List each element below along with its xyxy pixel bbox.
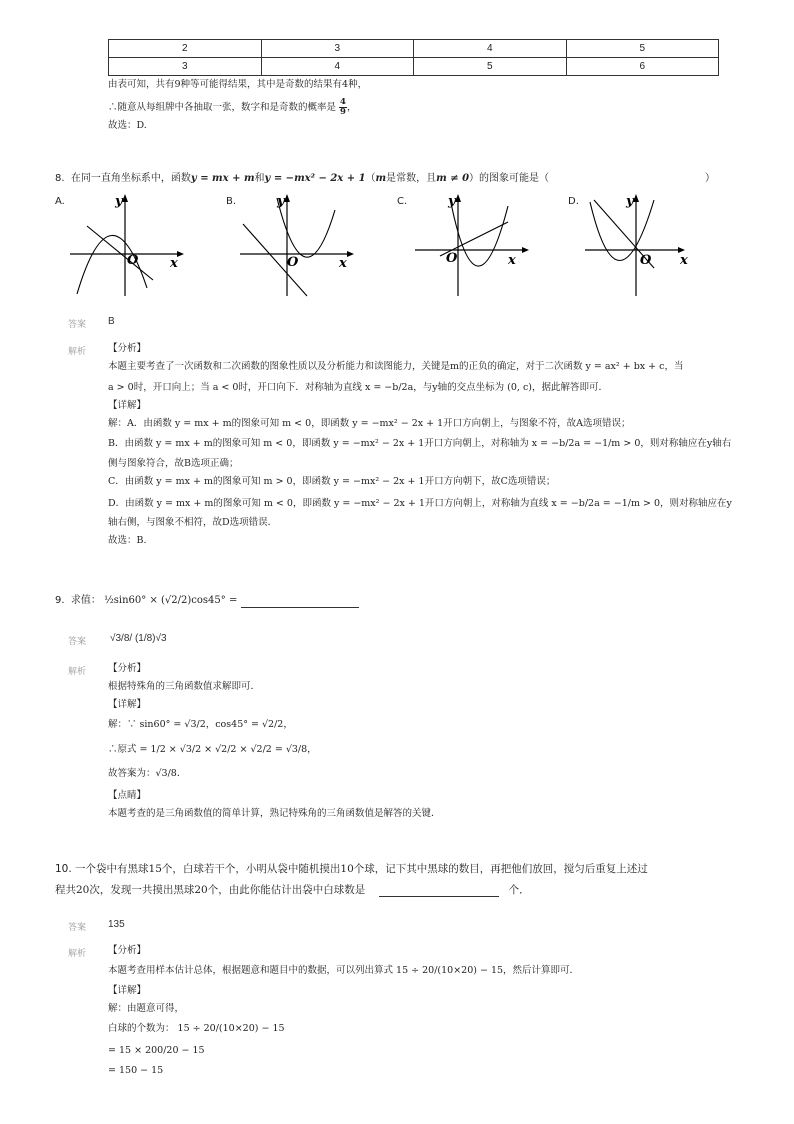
q10-stem-1: 一个袋中有黑球15个，白球若干个，小明从袋中随机摸出10个球，记下其中黑球的数目，再把他们放回，搅匀后重复上述过 [75,863,648,875]
q10-detail-line-1: 解：由题意可得， [108,1003,185,1014]
x-label: x [170,256,178,271]
x-label: x [339,256,347,271]
q9-answer-blank[interactable] [241,607,359,608]
question-number: 8. [55,173,65,184]
y-label: y [115,194,123,209]
option-c-label: C. [397,196,408,207]
q9-comment-line: 本题考查的是三角函数值的简单计算，熟记特殊角的三角函数值是解答的关键． [108,808,441,819]
analysis-label: 解析 [68,667,87,677]
q8-m-neq: m ≠ 0 [436,173,470,184]
q8-function-2: y = −mx² − 2x + 1 [264,173,366,184]
option-c-graph[interactable] [410,190,540,302]
q7-conclusion-line: 由表可知，共有9种等可能得结果，其中是奇数的结果有4种， [108,79,368,90]
q7-prob-text: ∴随意从每组牌中各抽取一张，数字和是奇数的概率是 [108,102,337,113]
tag-analysis: 【分析】 [108,663,147,674]
x-axis-arrow-icon [177,251,184,257]
answer-label: 答案 [68,923,87,933]
q8-close-paren: ） [705,173,715,184]
q9-stem [55,594,359,608]
q8-paren: （ [365,173,376,184]
tag-analysis: 【分析】 [108,945,147,956]
option-d-graph[interactable] [580,190,710,302]
option-b-label: B. [226,196,237,207]
q8-answer: B [108,316,115,327]
table-cell: 4 [261,58,414,76]
q7-choice-line: 故选：D. [108,120,147,131]
y-axis-arrow-icon [633,194,639,202]
y-label: y [626,194,634,209]
q10-answer-blank[interactable] [379,896,499,897]
y-axis-arrow-icon [122,194,128,202]
analysis-label: 解析 [68,949,87,959]
q7-prob-post: ， [346,102,357,113]
answer-label: 答案 [68,637,87,647]
origin-label: O [640,253,652,268]
q8-function-1: y = mx + m [190,173,255,184]
q8-analysis-line-2: a > 0时，开口向上；当 a < 0时，开口向下．对称轴为直线 x = −b/2a，与y轴的交点坐标为 (0, c)，据此解答即可． [108,382,608,393]
q8-detail-line-2: B．由函数 y = mx + m的图象可知 m < 0，即函数 y = −mx² − 2x + 1开口方向朝上，对称轴为 x = −b/2a = −1/m > 0，则对称轴应在y轴右 [108,438,732,449]
q8-detail-line-3: 侧与图象符合，故B选项正确； [108,458,239,469]
option-b-graph[interactable] [235,190,365,302]
q9-detail-line-3: 故答案为：√3/8． [108,768,187,779]
q8-detail-line-5: D．由函数 y = mx + m的图象可知 m < 0，即函数 y = −mx² − 2x + 1开口方向朝上，对称轴为直线 x = −b/2a = −1/m > 0，则对称轴应在y [108,498,732,509]
q10-stem-line-2 [55,883,530,897]
q10-detail-line-3: = 15 × 200/20 − 15 [108,1045,205,1056]
q8-stem-pre: 在同一直角坐标系中，函数 [70,173,191,184]
q10-analysis-line: 本题考查用样本估计总体，根据题意和题目中的数据，可以列出算式 15 ÷ 20/(10×20) − 15，然后计算即可． [108,965,580,976]
parabola-curve [590,200,654,261]
y-axis-arrow-icon [284,194,290,202]
tag-detail: 【详解】 [108,985,147,996]
q8-detail-line-4: C．由函数 y = mx + m的图象可知 m > 0，即函数 y = −mx² − 2x + 1开口方向朝下，故C选项错误； [108,476,556,487]
tag-comment: 【点睛】 [108,790,147,801]
tag-detail: 【详解】 [108,400,147,411]
q8-detail-line-6: 轴右侧，与图象不相符，故D选项错误． [108,517,278,528]
origin-label: O [287,255,299,270]
outcome-table [108,39,719,76]
numerator: 4 [340,97,346,107]
table-cell: 5 [566,40,719,58]
table-row [109,40,719,58]
q8-stem-post: ）的图象可能是（ [469,173,550,184]
q10-answer: 135 [108,919,125,930]
q10-detail-line-2: 白球的个数为： 15 ÷ 20/(10×20) − 15 [108,1023,285,1034]
q9-answer: √3/8/ (1/8)√3 [110,633,167,644]
q8-detail-line-7: 故选：B. [108,535,147,546]
q7-probability-line [108,98,356,117]
denominator: 9 [340,107,346,117]
option-a-graph[interactable] [65,190,195,302]
origin-label: O [446,251,458,266]
table-row [109,58,719,76]
option-d-label: D. [568,196,579,207]
q10-stem-2: 程共20次，发现一共摸出黑球20个，由此你能估计出袋中白球数是 [55,884,366,896]
question-number: 10. [55,863,72,875]
y-label: y [448,194,456,209]
q10-stem-line-1 [55,862,648,876]
q10-unit: 个． [508,884,530,896]
line-graph [87,226,153,280]
tag-analysis: 【分析】 [108,343,147,354]
table-cell: 3 [261,40,414,58]
q9-analysis-line: 根据特殊角的三角函数值求解即可． [108,681,261,692]
table-cell: 3 [109,58,262,76]
q9-detail-line-2: ∴原式 = 1/2 × √3/2 × √2/2 × √2/2 = √3/8， [108,744,317,755]
q7-prob-fraction [339,98,347,117]
q10-detail-line-4: = 150 − 15 [108,1065,164,1076]
q8-cond: 是常数，且 [386,173,437,184]
tag-detail: 【详解】 [108,699,147,710]
table-cell: 6 [566,58,719,76]
origin-label: O [127,253,139,268]
q8-stem [55,172,549,186]
table-cell: 4 [414,40,567,58]
option-a-label: A. [55,196,65,207]
x-label: x [508,253,516,268]
x-axis-arrow-icon [522,247,529,253]
table-cell: 5 [414,58,567,76]
q9-detail-line-1: 解：∵ sin60° = √3/2，cos45° = √2/2， [108,719,293,730]
q8-detail-line-1: 解：A．由函数 y = mx + m的图象可知 m < 0，即函数 y = −mx² − 2x + 1开口方向朝上，与图象不符，故A选项错误； [108,418,631,429]
parabola-curve [450,198,508,266]
x-axis-arrow-icon [347,251,354,257]
analysis-label: 解析 [68,347,87,357]
answer-label: 答案 [68,320,87,330]
q8-and: 和 [254,173,265,184]
y-label: y [277,194,285,209]
q8-analysis-line-1: 本题主要考查了一次函数和二次函数的图象性质以及分析能力和读图能力，关键是m的正负的确定，对于二次函数 y = ax² + bx + c，当 [108,361,684,372]
parabola-curve [277,198,335,257]
q8-m: m [375,173,387,184]
q9-expression: ½sin60° × (√2/2)cos45° = [104,595,238,606]
y-axis-arrow-icon [455,194,461,202]
table-cell: 2 [109,40,262,58]
x-label: x [680,253,688,268]
q9-stem-text: 求值： [70,595,101,606]
question-number: 9. [55,595,65,606]
